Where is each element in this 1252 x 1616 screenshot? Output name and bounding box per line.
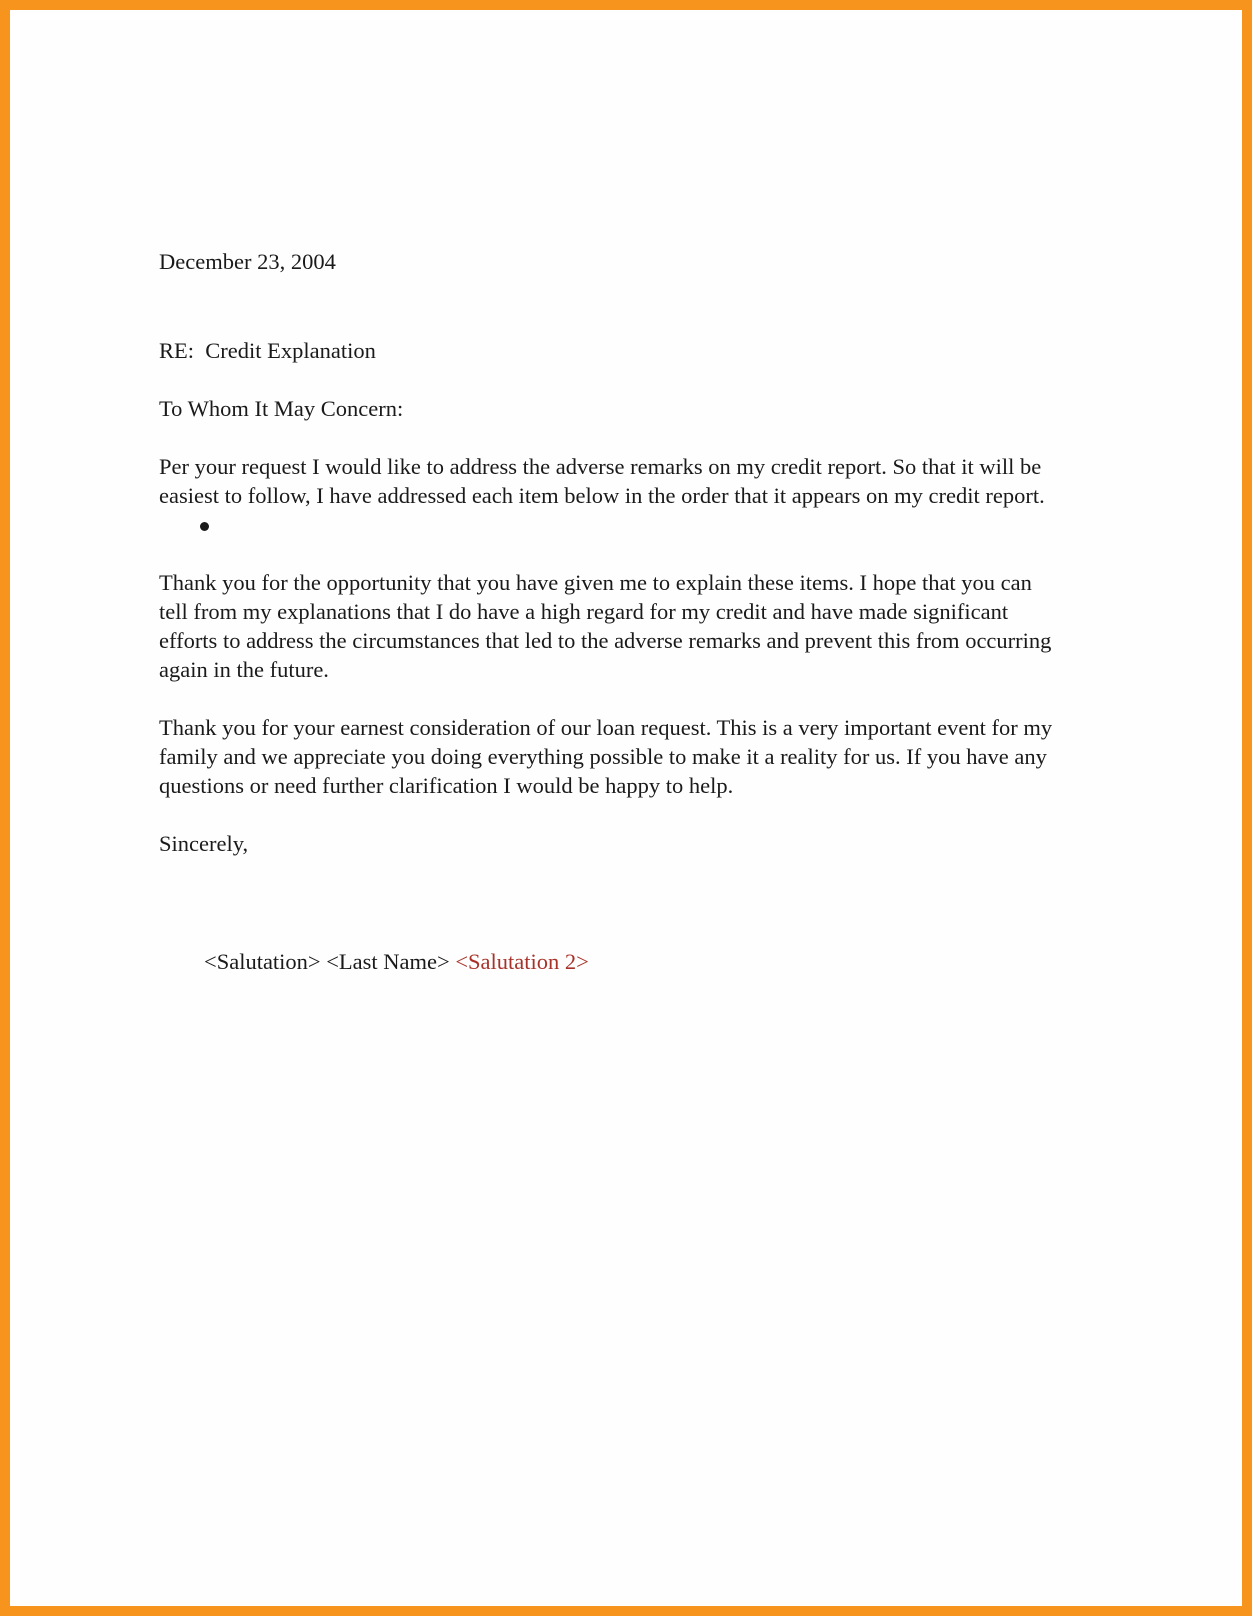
letter-paragraph-1: Per your request I would like to address the adverse remarks on my credit report. So that it will be easiest to follow, I have addressed each item below in the order that it appears on my credit report. — [159, 454, 1045, 508]
letter-closing: Sincerely, — [159, 831, 249, 856]
letter-paragraph-2: Thank you for the opportunity that you have given me to explain these items. I hope that you can tell from my explanations that I do have a high regard for my credit and have made significant efforts to address the circumstances that led to the adverse remarks and prevent this from occurring again in the future. — [159, 570, 1052, 682]
spacer-after-paragraph-2 — [159, 684, 1059, 713]
letter-body — [159, 247, 1059, 1005]
spacer-after-paragraph-3 — [159, 800, 1059, 829]
credit-item-bullet-list — [159, 510, 1059, 539]
spacer-after-date — [159, 276, 1059, 336]
spacer-after-greeting — [159, 423, 1059, 452]
letter-signature-line — [159, 918, 1059, 1005]
letter-subject-line: RE: Credit Explanation — [159, 338, 376, 363]
signature-alt-salutation-placeholder: <Salutation 2> — [455, 949, 589, 974]
document-sheet — [20, 20, 1252, 1616]
letter-greeting: To Whom It May Concern: — [159, 396, 404, 421]
bullet-point-icon — [200, 522, 209, 531]
letter-paragraph-3: Thank you for your earnest consideration of our loan request. This is a very important event for my family and we appreciate you doing everything possible to make it a reality for us. If you have any questions or need further clarification I would be happy to help. — [159, 715, 1053, 798]
spacer-signature-gap — [159, 858, 1059, 918]
signature-name-placeholder: <Salutation> <Last Name> — [204, 949, 456, 974]
spacer-after-subject — [159, 365, 1059, 394]
spacer-after-bullets — [159, 539, 1059, 568]
letter-date: December 23, 2004 — [159, 249, 336, 274]
list-item — [159, 510, 1059, 539]
